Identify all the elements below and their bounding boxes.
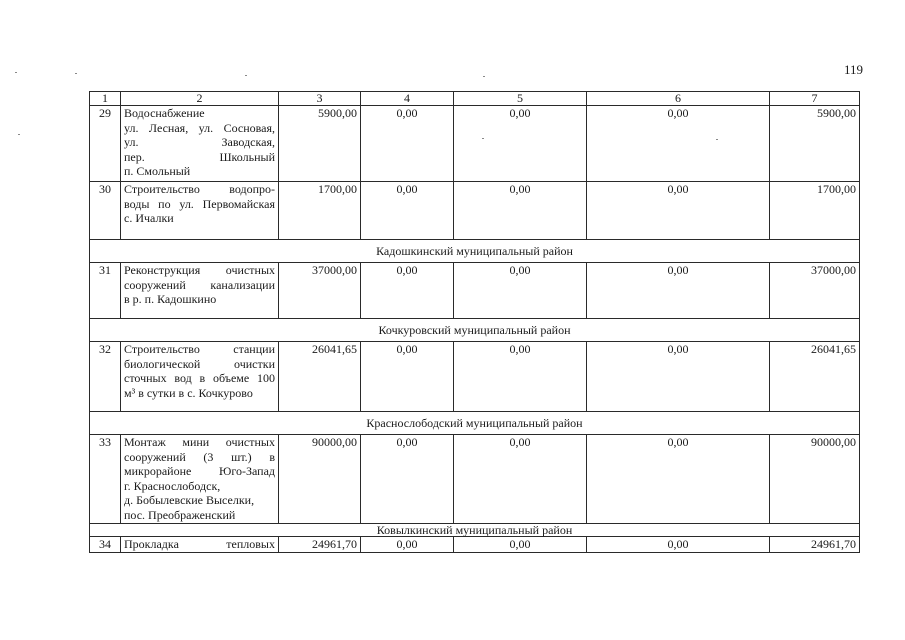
cell-col7: 26041,65 [770,342,860,412]
scan-speck [75,73,77,74]
cell-col5: 0,00 [454,435,587,524]
cell-col6: 0,00 [587,342,770,412]
row-number: 32 [90,342,121,412]
header-cell-6: 6 [587,92,770,106]
scan-speck [716,139,718,140]
cell-col4: 0,00 [361,537,454,553]
section-title: Кадошкинский муниципальный район [90,240,860,263]
row-number: 34 [90,537,121,553]
cell-col6: 0,00 [587,537,770,553]
cell-col5: 0,00 [454,263,587,319]
cell-col7: 1700,00 [770,182,860,240]
description-line: сооружений канализации [124,277,275,292]
section-title: Ковылкинский муниципальный район [90,524,860,537]
scan-speck [15,72,17,73]
description-line: ул. Заводская, [124,135,275,149]
description-line: Водоснабжение [124,106,205,120]
table-row [90,263,860,319]
row-number: 29 [90,106,121,182]
cell-col3: 26041,65 [279,342,361,412]
row-description [121,435,279,524]
row-number: 30 [90,182,121,240]
header-cell-1: 1 [90,92,121,106]
cell-col4: 0,00 [361,342,454,412]
scan-speck [482,138,484,139]
description-line: Прокладка тепловых [124,537,275,551]
table-row [90,182,860,240]
description-line: микрорайоне Юго-Запад [124,464,275,478]
description-line: ул. Лесная, ул. Сосновая, [124,120,275,135]
header-row [90,92,860,106]
scan-speck [245,75,247,76]
description-line: д. Бобылевские Выселки, [124,493,255,507]
description-line: пер. Школьный [124,149,275,164]
cell-col4: 0,00 [361,435,454,524]
cell-col4: 0,00 [361,263,454,319]
description-line: биологической очистки [124,356,275,371]
table-body [90,92,860,553]
row-description [121,106,279,182]
description-line: сточных вод в объеме 100 [124,371,275,385]
description-line: Строительство водопро- [124,182,275,196]
description-line: Монтаж мини очистных [124,435,275,449]
row-description [121,342,279,412]
cell-col4: 0,00 [361,106,454,182]
header-cell-7: 7 [770,92,860,106]
cell-col6: 0,00 [587,435,770,524]
row-number: 33 [90,435,121,524]
row-description [121,182,279,240]
section-title: Кочкуровский муниципальный район [90,319,860,342]
description-line: м³ в сутки в с. Кочкурово [124,385,253,400]
cell-col4: 0,00 [361,182,454,240]
scan-speck [18,134,20,135]
cell-col5: 0,00 [454,182,587,240]
cell-col5: 0,00 [454,537,587,553]
cell-col3: 37000,00 [279,263,361,319]
budget-table [89,91,860,553]
section-row [90,412,860,435]
table-row [90,537,860,553]
description-line: п. Смольный [124,164,191,178]
table-row [90,342,860,412]
cell-col3: 1700,00 [279,182,361,240]
header-cell-4: 4 [361,92,454,106]
description-line: воды по ул. Первомайская [124,196,275,211]
description-line: в р. п. Кадошкино [124,292,217,306]
header-cell-5: 5 [454,92,587,106]
page-number: 119 [843,62,863,77]
cell-col6: 0,00 [587,106,770,182]
cell-col3: 24961,70 [279,537,361,553]
cell-col5: 0,00 [454,106,587,182]
table-row [90,106,860,182]
cell-col6: 0,00 [587,182,770,240]
description-line: Реконструкция очистных [124,263,275,277]
section-row [90,319,860,342]
header-cell-3: 3 [279,92,361,106]
description-line: г. Краснослободск, [124,478,221,493]
row-description [121,537,279,553]
description-line: с. Ичалки [124,211,174,225]
header-cell-2: 2 [121,92,279,106]
description-line: пос. Преображенский [124,507,236,522]
row-description [121,263,279,319]
cell-col5: 0,00 [454,342,587,412]
section-row [90,240,860,263]
cell-col6: 0,00 [587,263,770,319]
section-title: Краснослободский муниципальный район [90,412,860,435]
cell-col7: 5900,00 [770,106,860,182]
cell-col7: 37000,00 [770,263,860,319]
description-line: сооружений (3 шт.) в [124,449,275,464]
cell-col7: 24961,70 [770,537,860,553]
cell-col7: 90000,00 [770,435,860,524]
scan-speck [483,76,485,77]
section-row [90,524,860,537]
description-line: Строительство станции [124,342,275,356]
row-number: 31 [90,263,121,319]
cell-col3: 5900,00 [279,106,361,182]
cell-col3: 90000,00 [279,435,361,524]
table-row [90,435,860,524]
